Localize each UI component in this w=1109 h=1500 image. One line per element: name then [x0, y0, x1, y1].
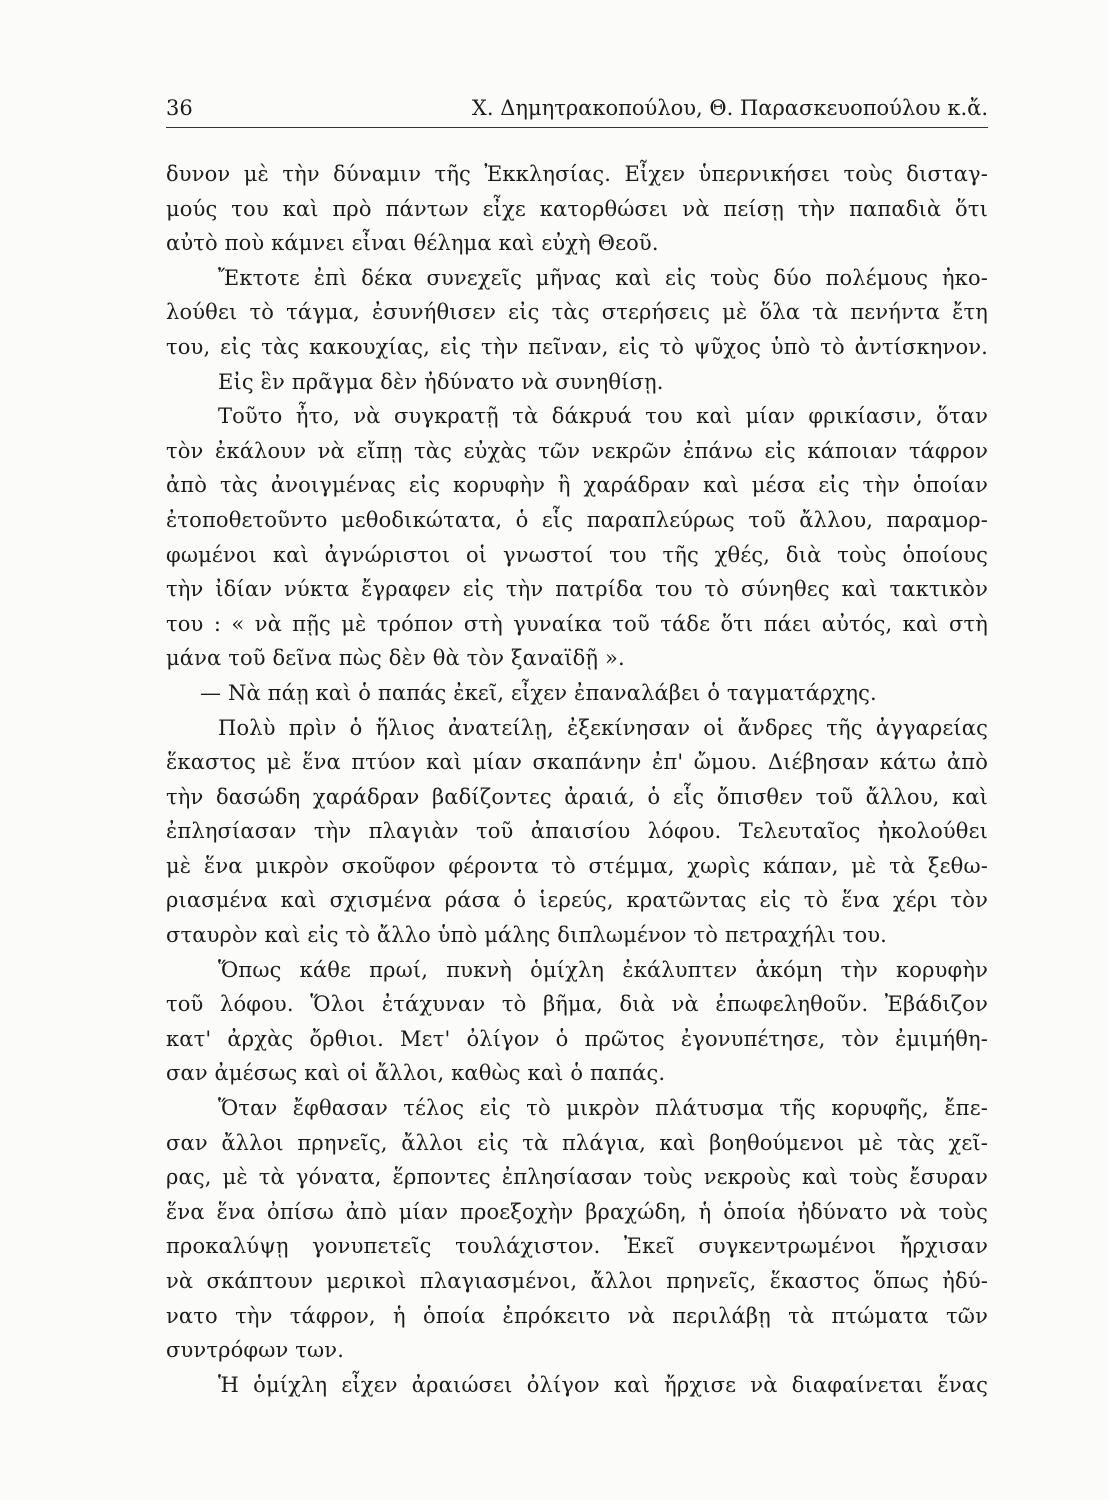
text-line: δυνον μὲ τὴν δύναμιν τῆς Ἐκκλησίας. Εἶχεν ὑπερνικήσει τοὺς δισταγ-: [166, 162, 988, 186]
text-line: Πολὺ πρὶν ὁ ἥλιος ἀνατείλῃ, ἐξεκίνησαν οἱ ἄνδρες τῆς ἀγγαρείας: [218, 715, 988, 740]
text-line: κατ' ἀρχὰς ὄρθιοι. Μετ' ὀλίγον ὁ πρῶτος ἐγονυπέτησε, τὸν ἐμιμήθη-: [166, 1026, 988, 1051]
page-header: [166, 90, 988, 126]
paragraph-5: [166, 676, 988, 711]
text-line: ἀπὸ τὰς ἀνοιγμένας εἰς κορυφὴν ἢ χαράδραν καὶ μέσα εἰς τὴν ὁποίαν: [166, 473, 988, 498]
text-line: μὲ ἕνα μικρὸν σκοῦφον φέροντα τὸ στέμμα, χωρὶς κάπαν, μὲ τὰ ξεθω-: [166, 853, 988, 878]
text-line: Ὅταν ἔφθασαν τέλος εἰς τὸ μικρὸν πλάτυσμα τῆς κορυφῆς, ἔπε-: [218, 1096, 988, 1121]
text-line: Ἔκτοτε ἐπὶ δέκα συνεχεῖς μῆνας καὶ εἰς τοὺς δύο πολέμους ἠκο-: [218, 265, 988, 290]
text-line: φωμένοι καὶ ἀγνώριστοι οἱ γνωστοί του τῆς χθές, διὰ τοὺς ὁποίους: [166, 542, 988, 567]
text-line: τὴν δασώδη χαράδραν βαδίζοντες ἀραιά, ὁ εἷς ὄπισθεν τοῦ ἄλλου, καὶ: [166, 784, 988, 809]
text-line: Τοῦτο ἦτο, νὰ συγκρατῇ τὰ δάκρυά του καὶ μίαν φρικίασιν, ὅταν: [218, 404, 988, 429]
text-line: ρας, μὲ τὰ γόνατα, ἕρποντες ἐπλησίασαν τοὺς νεκροὺς καὶ τοὺς ἔσυραν: [166, 1165, 988, 1190]
text-line: ἐπλησίασαν τὴν πλαγιὰν τοῦ ἀπαισίου λόφου. Τελευταῖος ἠκολούθει: [166, 819, 988, 844]
header-rule: [166, 127, 988, 128]
text-line: τὸν ἐκάλουν νὰ εἴπῃ τὰς εὐχὰς τῶν νεκρῶν ἐπάνω εἰς κάποιαν τάφρον: [166, 438, 988, 463]
text-line: — Νὰ πάῃ καὶ ὁ παπάς ἐκεῖ, εἶχεν ἐπαναλάβει ὁ ταγματάρχης.: [200, 680, 877, 705]
text-line: σαν ἀμέσως καὶ οἱ ἄλλοι, καθὼς καὶ ὁ παπάς.: [166, 1061, 666, 1086]
paragraph-2: [166, 261, 988, 365]
text-line: του : « νὰ πῇς μὲ τρόπον στὴ γυναίκα τοῦ τάδε ὅτι πάει αὐτός, καὶ στὴ: [166, 611, 988, 636]
text-line: τοῦ λόφου. Ὅλοι ἐτάχυναν τὸ βῆμα, διὰ νὰ ἐπωφεληθοῦν. Ἐβάδιζον: [166, 992, 988, 1017]
paragraph-3: [166, 365, 988, 400]
text-line: μούς του καὶ πρὸ πάντων εἶχε κατορθώσει νὰ πείσῃ τὴν παπαδιὰ ὅτι: [166, 196, 988, 221]
paragraph-6: [166, 711, 988, 953]
text-line: ἐτοποθετοῦντο μεθοδικώτατα, ὁ εἷς παραπλεύρως τοῦ ἄλλου, παραμορ-: [166, 507, 988, 532]
paragraph-4: [166, 399, 988, 676]
paragraph-9: [166, 1368, 988, 1403]
paragraph-7: [166, 953, 988, 1091]
running-head: Χ. Δημητρακοπούλου, Θ. Παρασκευοπούλου κ.ἄ.: [471, 96, 988, 120]
text-line: ριασμένα καὶ σχισμένα ράσα ὁ ἱερεύς, κρατῶντας εἰς τὸ ἕνα χέρι τὸν: [166, 888, 988, 913]
text-line: σταυρὸν καὶ εἰς τὸ ἄλλο ὑπὸ μάλης διπλωμένον τὸ πετραχήλι του.: [166, 923, 887, 948]
text-line: λούθει τὸ τάγμα, ἐσυνήθισεν εἰς τὰς στερήσεις μὲ ὅλα τὰ πενήντα ἔτη: [166, 300, 988, 325]
text-line: αὐτὸ ποὺ κάμνει εἶναι θέλημα καὶ εὐχὴ Θεοῦ.: [166, 231, 659, 256]
text-line: του, εἰς τὰς κακουχίας, εἰς τὴν πεῖναν, εἰς τὸ ψῦχος ὑπὸ τὸ ἀντίσκηνον.: [166, 334, 988, 359]
text-line: προκαλύψῃ γονυπετεῖς τουλάχιστον. Ἐκεῖ συγκεντρωμένοι ἤρχισαν: [166, 1234, 988, 1259]
text-line: μάνα τοῦ δεῖνα πὼς δὲν θὰ τὸν ξαναϊδῇ ».: [166, 646, 625, 671]
text-line: Ἡ ὁμίχλη εἶχεν ἀραιώσει ὀλίγον καὶ ἤρχισε νὰ διαφαίνεται ἕνας: [218, 1372, 988, 1397]
paragraph-1: [166, 157, 988, 261]
text-line: Εἰς ἓν πρᾶγμα δὲν ἠδύνατο νὰ συνηθίσῃ.: [218, 369, 664, 394]
text-line: νατο τὴν τάφρον, ἡ ὁποία ἐπρόκειτο νὰ περιλάβῃ τὰ πτώματα τῶν: [166, 1303, 988, 1328]
body-text: [166, 157, 988, 1402]
text-line: τὴν ἰδίαν νύκτα ἔγραφεν εἰς τὴν πατρίδα του τὸ σύνηθες καὶ τακτικὸν: [166, 577, 988, 602]
paragraph-8: [166, 1091, 988, 1368]
page-number: 36: [166, 96, 193, 120]
text-line: σαν ἄλλοι πρηνεῖς, ἄλλοι εἰς τὰ πλάγια, καὶ βοηθούμενοι μὲ τὰς χεῖ-: [166, 1130, 988, 1155]
text-line: νὰ σκάπτουν μερικοὶ πλαγιασμένοι, ἄλλοι πρηνεῖς, ἕκαστος ὅπως ἠδύ-: [166, 1269, 988, 1293]
text-line: Ὅπως κάθε πρωί, πυκνὴ ὁμίχλη ἐκάλυπτεν ἀκόμη τὴν κορυφὴν: [218, 957, 988, 982]
text-line: ἕκαστος μὲ ἕνα πτύον καὶ μίαν σκαπάνην ἐπ' ὤμου. Διέβησαν κάτω ἀπὸ: [166, 750, 988, 775]
text-line: ἕνα ἕνα ὀπίσω ἀπὸ μίαν προεξοχὴν βραχώδη, ἡ ὁποία ἠδύνατο νὰ τοὺς: [166, 1199, 988, 1224]
text-line: συντρόφων των.: [166, 1338, 345, 1363]
